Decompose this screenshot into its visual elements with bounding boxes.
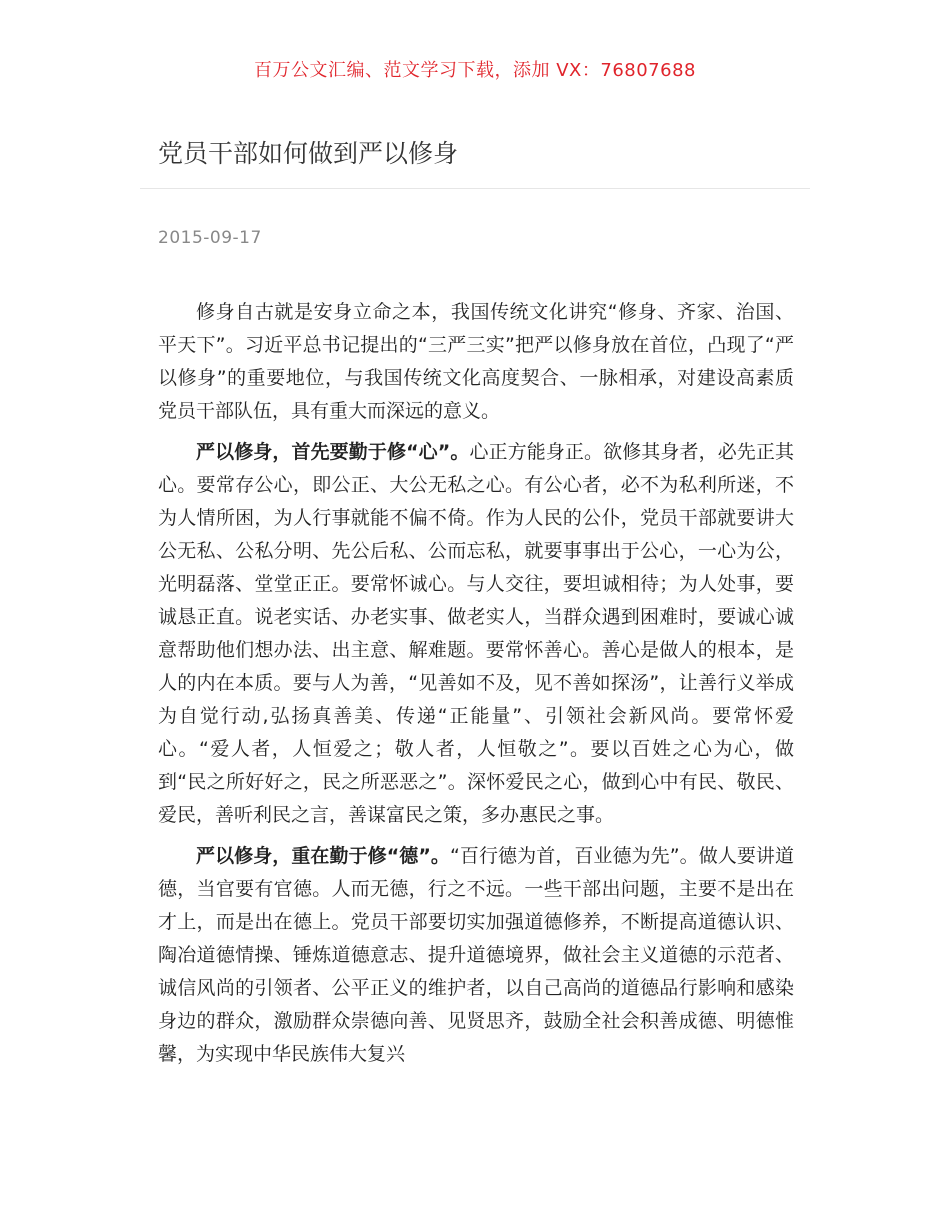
article-header [140,136,810,189]
paragraph-text: “百行德为首，百业德为先”。做人要讲道德，当官要有官德。人而无德，行之不远。一些干部出问题，主要不是出在才上，而是出在德上。党员干部要切实加强道德修养，不断提高道德认识、陶冶道德情操、锤炼道德意志、提升道德境界，做社会主义道德的示范者、诚信风尚的引领者、公平正义的维护者，以自己高尚的道德品行影响和感染身边的群众，激励群众崇德向善、见贤思齐，鼓励全社会积善成德、明德惟馨，为实现中华民族伟大复兴 [158,845,794,1065]
paragraph-text: 修身自古就是安身立命之本，我国传统文化讲究“修身、齐家、治国、平天下”。习近平总书记提出的“三严三实”把严以修身放在首位，凸现了“严以修身”的重要地位，与我国传统文化高度契合、一脉相承，对建设高素质党员干部队伍，具有重大而深远的意义。 [158,301,794,422]
paragraph-lead: 严以修身，首先要勤于修“心”。 [196,441,470,463]
article-date: 2015-09-17 [158,228,262,248]
paragraph-text: 心正方能身正。欲修其身者，必先正其心。要常存公心，即公正、大公无私之心。有公心者，必不为私利所迷，不为人情所困，为人行事就能不偏不倚。作为人民的公仆，党员干部就要讲大公无私、公私分明、先公后私、公而忘私，就要事事出于公心，一心为公，光明磊落、堂堂正正。要常怀诚心。与人交往，要坦诚相待；为人处事，要诚恳正直。说老实话、办老实事、做老实人，当群众遇到困难时，要诚心诚意帮助他们想办法、出主意、解难题。要常怀善心。善心是做人的根本，是人的内在本质。要与人为善，“见善如不及，见不善如探汤”，让善行义举成为自觉行动,弘扬真善美、传递“正能量”、引领社会新风尚。要常怀爱心。“爱人者，人恒爱之；敬人者，人恒敬之”。要以百姓之心为心，做到“民之所好好之，民之所恶恶之”。深怀爱民之心，做到心中有民、敬民、爱民，善听利民之言，善谋富民之策，多办惠民之事。 [158,441,794,826]
paragraph-lead: 严以修身，重在勤于修“德”。 [196,845,450,867]
article-paragraph-3 [158,840,794,1071]
article-title: 党员干部如何做到严以修身 [158,139,459,168]
article-paragraph-2 [158,436,794,832]
article-body [158,296,794,1079]
article-paragraph-1 [158,296,794,428]
promo-banner: 百万公文汇编、范文学习下载，添加 VX：76807688 [254,60,696,81]
